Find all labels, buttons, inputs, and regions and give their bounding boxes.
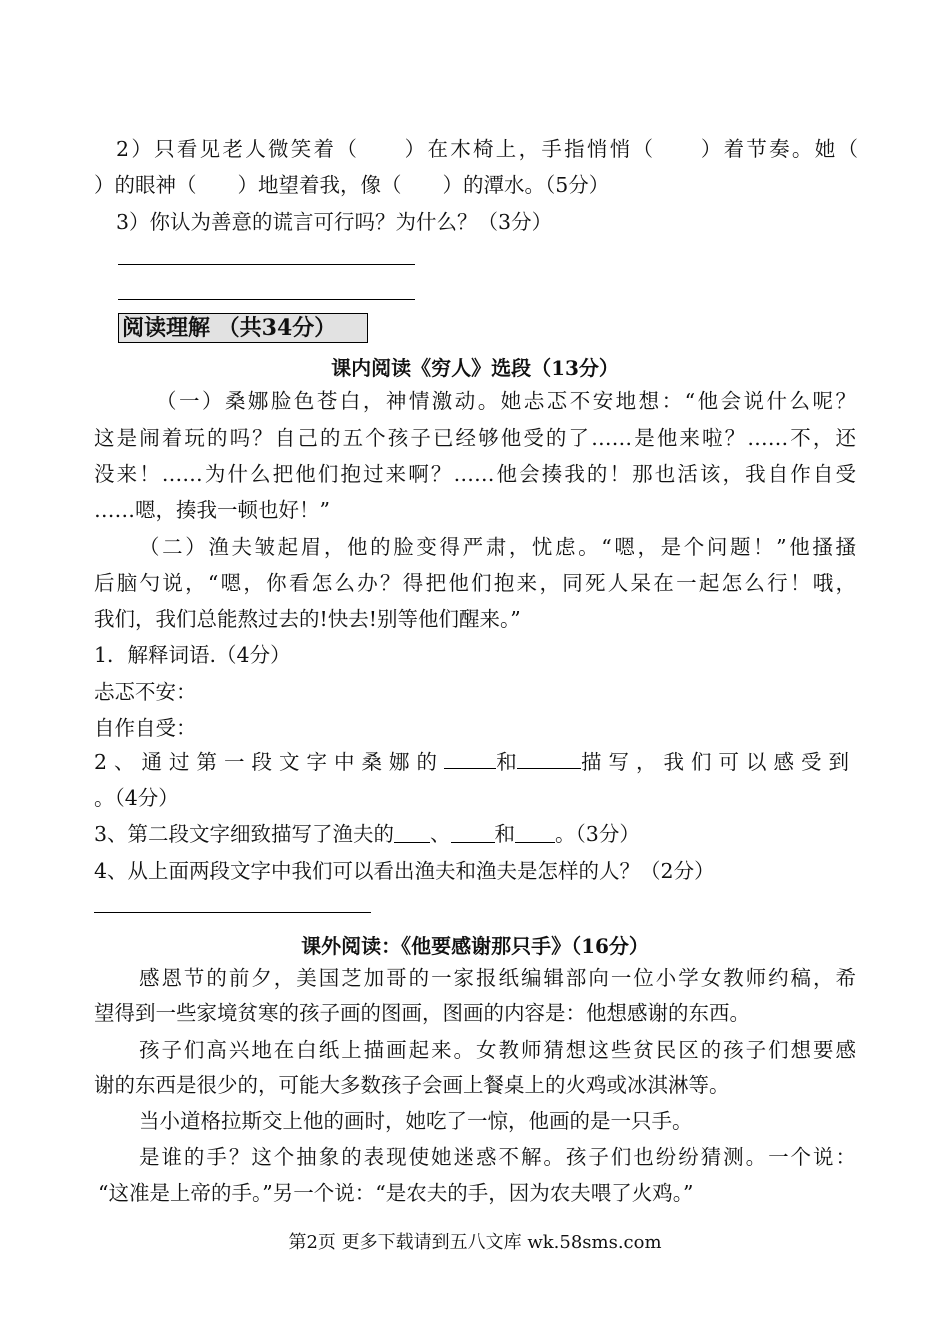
- inclass-para2-line-3: 我们，我们总能熬过去的!快去!别等他们醒来。”: [94, 607, 521, 631]
- outclass-line-3: 孩子们高兴地在白纸上描画起来。女教师猜想这些贫民区的孩子们想要感: [139, 1038, 856, 1062]
- inclass-q3-part-b: 、: [430, 822, 451, 846]
- inclass-q3-line: [94, 822, 640, 847]
- inclass-word-2: 自作自受：: [94, 716, 197, 740]
- inclass-q2-part-b: 和: [496, 750, 517, 774]
- inclass-q2-line: [94, 750, 856, 775]
- inclass-para1-line-4: ……嗯，揍我一顿也好！”: [94, 498, 330, 522]
- answer-line-2: [118, 299, 415, 300]
- inclass-q3-part-a: 3、第二段文字细致描写了渔夫的: [94, 822, 395, 846]
- inclass-para1-line-2: 这是闹着玩的吗？自己的五个孩子已经够他受的了……是他来啦？……不，还: [94, 426, 856, 450]
- answer-line-3: [94, 912, 371, 913]
- inclass-q3-blank-3: [515, 824, 555, 843]
- section-heading: 阅读理解 （共34分）: [118, 313, 368, 343]
- outclass-line-4: 谢的东西是很少的，可能大多数孩子会画上餐桌上的火鸡或冰淇淋等。: [94, 1073, 730, 1097]
- inclass-q2-blank-2: [517, 750, 581, 769]
- inclass-q2-part-c: 描写，我们可以感受到: [580, 750, 856, 774]
- inclass-para2-line-2: 后脑勺说，“嗯，你看怎么办？得把他们抱来，同死人呆在一起怎么行！哦，: [94, 571, 856, 595]
- inclass-q4: 4、从上面两段文字中我们可以看出渔夫和渔夫是怎样的人？（2分）: [94, 859, 715, 883]
- inclass-para2-line-1: （二）渔夫皱起眉，他的脸变得严肃，忧虑。“嗯，是个问题！”他搔搔: [139, 535, 856, 559]
- outclass-line-5: 当小道格拉斯交上他的画时，她吃了一惊，他画的是一只手。: [139, 1109, 693, 1133]
- question-3: 3）你认为善意的谎言可行吗？为什么？（3分）: [116, 210, 553, 234]
- inclass-q3-part-c: 和: [494, 822, 516, 846]
- question-2-line-2: ）的眼神（ ）地望着我，像（ ）的潭水。（5分）: [94, 173, 610, 197]
- inclass-q2-score: 。（4分）: [94, 786, 179, 810]
- outclass-line-7: “这准是上帝的手。”另一个说：“是农夫的手，因为农夫喂了火鸡。”: [98, 1181, 694, 1205]
- inclass-q2-part-a: 2、通过第一段文字中桑娜的: [94, 750, 445, 774]
- inclass-q3-blank-2: [451, 824, 495, 843]
- outclass-reading-title: 课外阅读：《他要感谢那只手》（16分）: [301, 934, 649, 958]
- outclass-line-2: 望得到一些家境贫寒的孩子画的图画，图画的内容是：他想感谢的东西。: [94, 1001, 750, 1025]
- inclass-q1: 1．解释词语.（4分）: [94, 643, 291, 667]
- answer-line-1: [118, 264, 415, 265]
- inclass-q2-blank-1: [444, 750, 496, 769]
- outclass-line-6: 是谁的手？这个抽象的表现使她迷惑不解。孩子们也纷纷猜测。一个说：: [139, 1145, 856, 1169]
- inclass-para1-line-1: （一）桑娜脸色苍白，神情激动。她忐忑不安地想：“他会说什么呢？: [156, 389, 856, 413]
- inclass-reading-title: 课内阅读《穷人》选段（13分）: [331, 356, 619, 380]
- inclass-q3-part-d: 。（3分）: [555, 822, 640, 846]
- inclass-q3-blank-1: [394, 824, 430, 843]
- inclass-para1-line-3: 没来！……为什么把他们抱过来啊？……他会揍我的！那也活该，我自作自受: [94, 462, 856, 486]
- question-2-line-1: 2）只看见老人微笑着（ ）在木椅上，手指悄悄（ ）着节奏。她（: [116, 137, 858, 161]
- outclass-line-1: 感恩节的前夕，美国芝加哥的一家报纸编辑部向一位小学女教师约稿，希: [139, 966, 856, 990]
- page-footer: 第2页 更多下载请到五八文库 wk.58sms.com: [288, 1232, 662, 1253]
- inclass-word-1: 忐忑不安：: [94, 680, 197, 704]
